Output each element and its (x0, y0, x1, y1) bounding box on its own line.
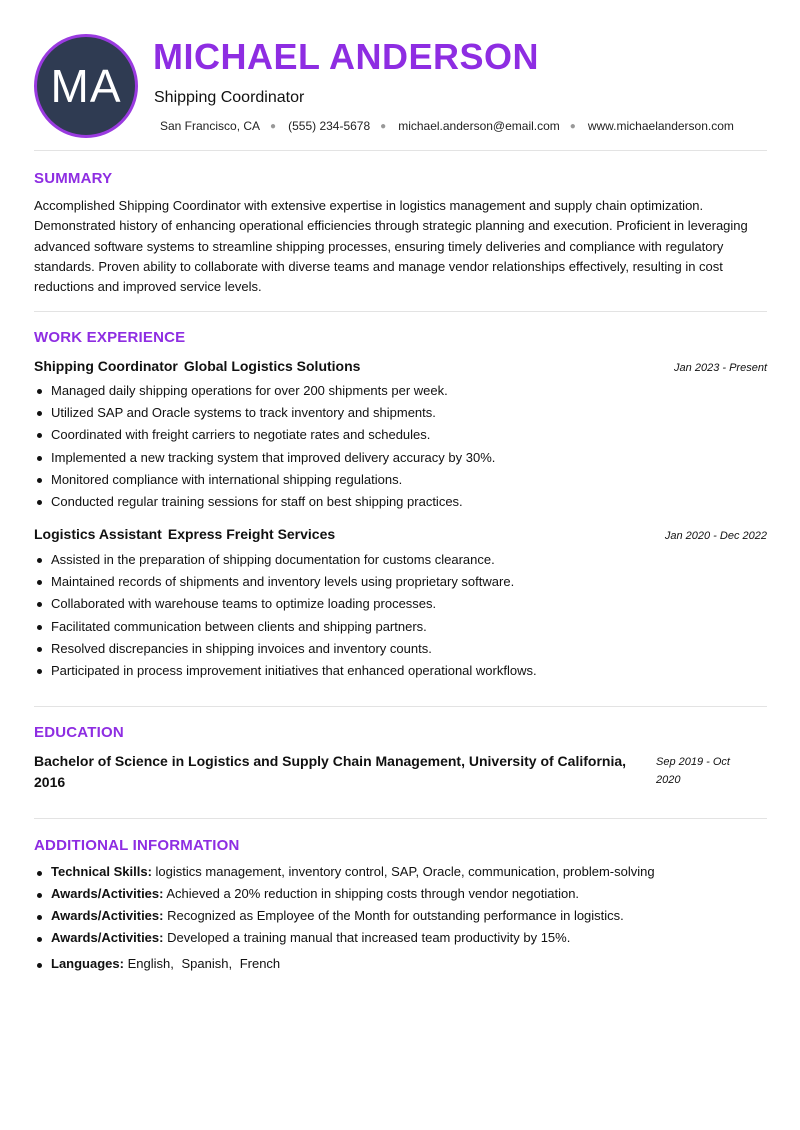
list-item: Collaborated with warehouse teams to optimize loading processes. (34, 593, 767, 615)
job-company: Global Logistics Solutions (183, 358, 361, 374)
list-item (34, 930, 767, 956)
list-item-languages (34, 956, 767, 971)
education-heading: EDUCATION (34, 724, 124, 741)
list-item: Coordinated with freight carriers to negotiate rates and schedules. (34, 424, 767, 446)
additional-info-list (34, 864, 767, 971)
avatar (34, 34, 138, 138)
item-text: Achieved a 20% reduction in shipping costs through vendor negotiation. (166, 886, 580, 901)
contact-bar (160, 119, 734, 133)
education-dates: Sep 2019 - Oct 2020 (656, 756, 730, 786)
list-item: Utilized SAP and Oracle systems to track inventory and shipments. (34, 402, 767, 424)
candidate-name: MICHAEL ANDERSON (153, 36, 540, 77)
list-item: Managed daily shipping operations for over 200 shipments per week. (34, 380, 767, 402)
candidate-title: Shipping Coordinator (154, 89, 305, 106)
job-title (34, 526, 335, 542)
list-item: Maintained records of shipments and inventory levels using proprietary software. (34, 571, 767, 593)
separator-dot-icon: ● (569, 120, 576, 132)
list-item: Assisted in the preparation of shipping documentation for customs clearance. (34, 549, 767, 571)
list-item (34, 864, 767, 886)
job-dates: Jan 2023 - Present (674, 362, 767, 374)
list-item (34, 908, 767, 930)
item-label: Awards/Activities: (51, 886, 164, 901)
job-bullets (34, 549, 767, 682)
contact-phone: (555) 234-5678 (288, 119, 371, 133)
job-bullets (34, 380, 767, 513)
separator-dot-icon: ● (380, 120, 387, 132)
divider (34, 311, 767, 312)
language: French (239, 956, 281, 971)
job-dates: Jan 2020 - Dec 2022 (664, 530, 767, 542)
item-text: Recognized as Employee of the Month for outstanding performance in logistics. (167, 908, 624, 923)
list-item: Facilitated communication between clients and shipping partners. (34, 616, 767, 638)
contact-email[interactable]: michael.anderson@email.com (398, 119, 560, 133)
divider (34, 818, 767, 819)
job-header (34, 358, 767, 374)
item-label: Technical Skills: (51, 864, 152, 879)
item-label: Languages: (51, 956, 124, 971)
separator-dot-icon: ● (270, 120, 277, 132)
job-role: Shipping Coordinator (34, 358, 178, 374)
item-text: Developed a training manual that increased team productivity by 15%. (167, 930, 571, 945)
language: Spanish, (181, 956, 233, 971)
job-role: Logistics Assistant (34, 526, 162, 542)
list-item: Conducted regular training sessions for staff on best shipping practices. (34, 491, 767, 513)
work-experience-heading: WORK EXPERIENCE (34, 329, 186, 346)
language: English, (127, 956, 174, 971)
divider (34, 706, 767, 707)
contact-location: San Francisco, CA (160, 119, 261, 133)
contact-website[interactable]: www.michaelanderson.com (587, 119, 734, 133)
item-label: Awards/Activities: (51, 908, 164, 923)
list-item: Monitored compliance with international shipping regulations. (34, 469, 767, 491)
job-company: Express Freight Services (167, 526, 336, 542)
job-header (34, 526, 767, 542)
item-label: Awards/Activities: (51, 930, 164, 945)
summary-text: Accomplished Shipping Coordinator with extensive expertise in logistics management and supply chain optimization. Demonstrated history of enhancing operational efficiencies through strategic planning and execution. Proficient in leveraging advanced software systems to streamline shipping processes, ensuring timely deliveries and compliance with regulatory standards. Proven ability to collaborate with diverse teams and manage vendor relationships effectively, resulting in cost reductions and improved service levels. (34, 198, 748, 295)
job-title (34, 358, 360, 374)
list-item (34, 886, 767, 908)
education-degree: Bachelor of Science in Logistics and Supply Chain Management, University of California, 2016 (34, 753, 627, 790)
summary-heading: SUMMARY (34, 170, 113, 187)
additional-info-heading: ADDITIONAL INFORMATION (34, 837, 240, 854)
list-item: Participated in process improvement initiatives that enhanced operational workflows. (34, 660, 767, 682)
avatar-initials: MA (50, 60, 122, 112)
list-item: Resolved discrepancies in shipping invoices and inventory counts. (34, 638, 767, 660)
item-text: logistics management, inventory control, SAP, Oracle, communication, problem-solving (155, 864, 655, 879)
list-item: Implemented a new tracking system that improved delivery accuracy by 30%. (34, 447, 767, 469)
divider (34, 150, 767, 151)
